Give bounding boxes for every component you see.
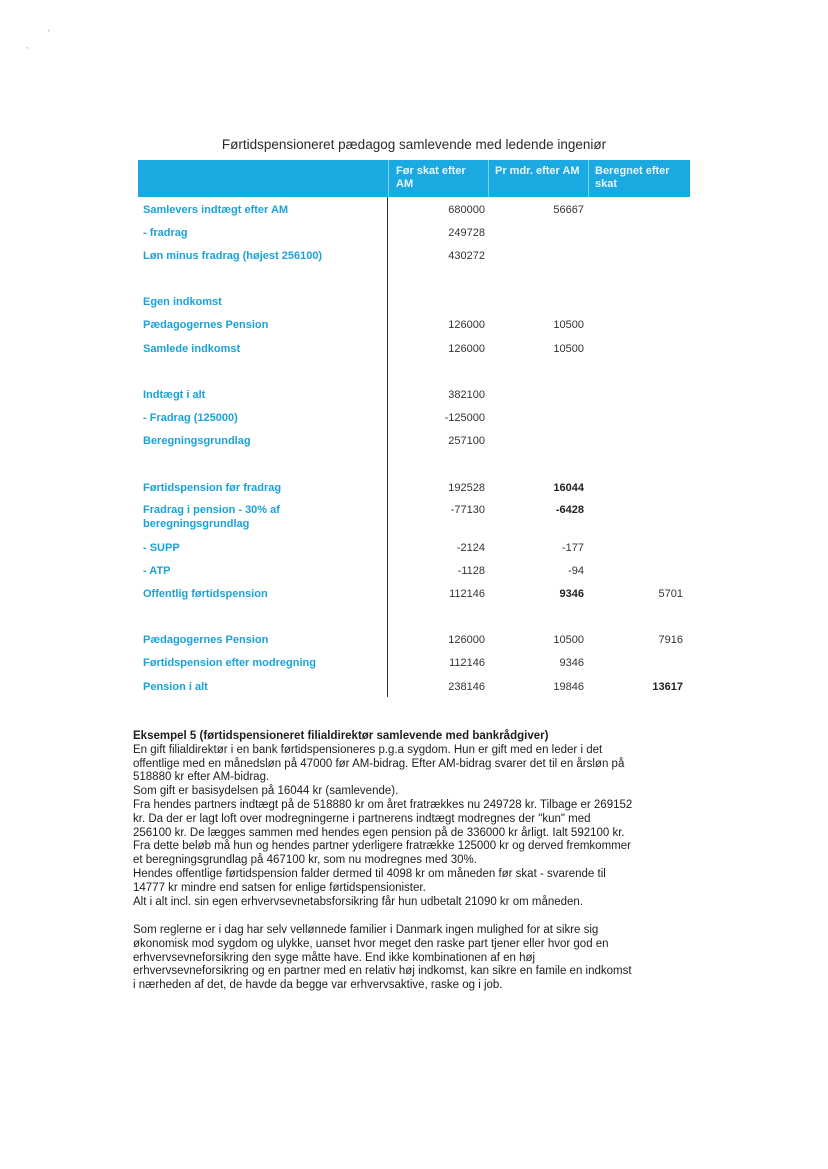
- row-label: Løn minus fradrag (højest 256100): [143, 250, 323, 262]
- row-value-col1: 257100: [448, 435, 485, 447]
- row-value-col2: 10500: [553, 343, 584, 355]
- row-label: Samlevers indtægt efter AM: [143, 204, 289, 216]
- header-per-month: Pr mdr. efter AM: [495, 165, 580, 177]
- table-row: [0, 633, 828, 649]
- row-value-col1: -77130: [450, 504, 485, 516]
- table-row: [0, 318, 828, 334]
- example-line: En gift filialdirektør i en bank førtidspensioneres p.g.a sygdom. Hun er gift med en leder i det: [133, 743, 603, 756]
- row-label: Egen indkomst: [143, 296, 222, 308]
- closing-line: økonomisk mod sygdom og ulykke, uanset hvor meget den raske part tjener eller hvor god en: [133, 937, 609, 950]
- row-label: Indtægt i alt: [143, 389, 206, 401]
- row-value-col1: -2124: [456, 542, 485, 554]
- example-line: 518880 kr efter AM-bidrag.: [133, 771, 270, 784]
- table-row: [0, 249, 828, 265]
- row-value-col1: 430272: [448, 250, 485, 262]
- row-value-col2: 56667: [553, 204, 584, 216]
- row-label: Pædagogernes Pension: [143, 319, 269, 331]
- row-value-col1: -1128: [457, 565, 485, 577]
- closing-line: erhvervsevneforsikring og en partner med en relativ høj indkomst, kan sikre en famile en indkomst: [133, 965, 632, 978]
- row-value-col2: -177: [561, 542, 584, 554]
- scan-speck: ': [48, 28, 50, 38]
- table-row: [0, 564, 828, 580]
- row-label: Pension i alt: [143, 681, 208, 693]
- closing-line: erhvervsevneforsikring den syge måtte have. End ikke kombinationen af en høj: [133, 951, 536, 964]
- row-value-col3: 7916: [658, 634, 683, 646]
- row-value-col2: 19846: [553, 681, 584, 693]
- example-line: Hendes offentlige førtidspension falder dermed til 4098 kr om måneden før skat - svarende til: [133, 867, 606, 880]
- example-heading: Eksempel 5 (førtidspensioneret filialdirektør samlevende med bankrådgiver): [133, 730, 549, 742]
- header-before-tax: Før skat efter AM: [396, 165, 466, 190]
- row-value-col2: -6428: [555, 504, 584, 516]
- row-value-col3: 5701: [658, 588, 683, 600]
- example-line: Som gift er basisydelsen på 16044 kr (samlevende).: [133, 785, 399, 798]
- row-value-col2: -94: [568, 565, 584, 577]
- row-label: Førtidspension efter modregning: [143, 657, 316, 669]
- row-value-col3: 13617: [652, 681, 683, 693]
- row-value-col1: 382100: [448, 389, 485, 401]
- row-value-col2: 9346: [559, 588, 584, 600]
- example-line: kr. Da der er lagt loft over modregningerne i partnerens indtægt modregnes der "kun" med: [133, 812, 591, 825]
- row-label: - fradrag: [143, 227, 188, 239]
- table-row: [0, 226, 828, 242]
- row-value-col2: 10500: [553, 634, 584, 646]
- example-line: et beregningsgrundlag på 467100 kr, som nu modregnes med 30%.: [133, 854, 477, 867]
- scan-speck: ,: [26, 40, 29, 50]
- row-value-col2: 10500: [553, 319, 584, 331]
- row-label: - ATP: [143, 565, 171, 577]
- example-section: [133, 730, 693, 909]
- row-value-col1: 126000: [448, 319, 485, 331]
- header-divider: [588, 160, 589, 197]
- table-row: [0, 587, 828, 603]
- row-label: Fradrag i pension - 30% af beregningsgrundlag: [143, 504, 280, 530]
- header-divider: [388, 160, 389, 197]
- row-value-col1: 126000: [448, 343, 485, 355]
- row-value-col1: 126000: [448, 634, 485, 646]
- row-label: - Fradrag (125000): [143, 412, 238, 424]
- row-value-col1: 680000: [448, 204, 485, 216]
- example-line: 14777 kr mindre end satsen for enlige førtidspensionister.: [133, 881, 426, 894]
- table-row: [0, 411, 828, 427]
- table-row: [0, 434, 828, 450]
- row-value-col2: 9346: [559, 657, 584, 669]
- row-value-col1: 112146: [449, 588, 485, 600]
- row-label: Pædagogernes Pension: [143, 634, 269, 646]
- row-label: Beregningsgrundlag: [143, 435, 251, 447]
- row-label: Samlede indkomst: [143, 343, 241, 355]
- row-value-col1: 112146: [449, 657, 485, 669]
- row-value-col2: 16044: [553, 482, 584, 494]
- closing-line: Som reglerne er i dag har selv vellønnede familier i Danmark ingen mulighed for at sikre sig: [133, 924, 599, 936]
- row-value-col1: 192528: [448, 482, 485, 494]
- header-after-tax: Beregnet efter skat: [595, 165, 670, 190]
- example-text: [133, 744, 693, 910]
- table-row: [0, 295, 828, 311]
- header-divider: [488, 160, 489, 197]
- table-row: [0, 342, 828, 358]
- table-row: [0, 388, 828, 404]
- table-header: [138, 160, 690, 197]
- row-label: Offentlig førtidspension: [143, 588, 268, 600]
- row-value-col1: -125000: [444, 412, 485, 424]
- example-line: Fra hendes partners indtægt på de 518880 kr om året fratrækkes nu 249728 kr. Tilbage er 269152: [133, 798, 633, 811]
- table-row: [0, 656, 828, 672]
- page-title: Førtidspensioneret pædagog samlevende med ledende ingeniør: [221, 137, 607, 152]
- example-line: 256100 kr. De lægges sammen med hendes egen pension på de 336000 kr årligt. Ialt 592100 kr.: [133, 826, 625, 839]
- closing-section: [133, 924, 693, 993]
- row-label: Førtidspension før fradrag: [143, 482, 282, 494]
- row-value-col1: 249728: [448, 227, 485, 239]
- table-row: [0, 680, 828, 696]
- closing-line: i nærheden af det, de havde da begge var erhvervsaktive, raske og i job.: [133, 979, 503, 992]
- table-row: [0, 541, 828, 557]
- example-line: Fra dette beløb må hun og hendes partner yderligere fratrække 125000 kr og derved fremkommer: [133, 840, 631, 853]
- closing-text: [133, 924, 693, 993]
- table-row: [0, 503, 828, 530]
- table-row: [0, 203, 828, 219]
- example-line: offentlige med en månedsløn på 47000 før AM-bidrag. Efter AM-bidrag svarer det til en årsløn på: [133, 757, 625, 770]
- row-label: - SUPP: [143, 542, 180, 554]
- row-value-col1: 238146: [448, 681, 485, 693]
- table-row: [0, 481, 828, 497]
- example-line: Alt i alt incl. sin egen erhvervsevnetabsforsikring får hun udbetalt 21090 kr om måneden.: [133, 895, 584, 908]
